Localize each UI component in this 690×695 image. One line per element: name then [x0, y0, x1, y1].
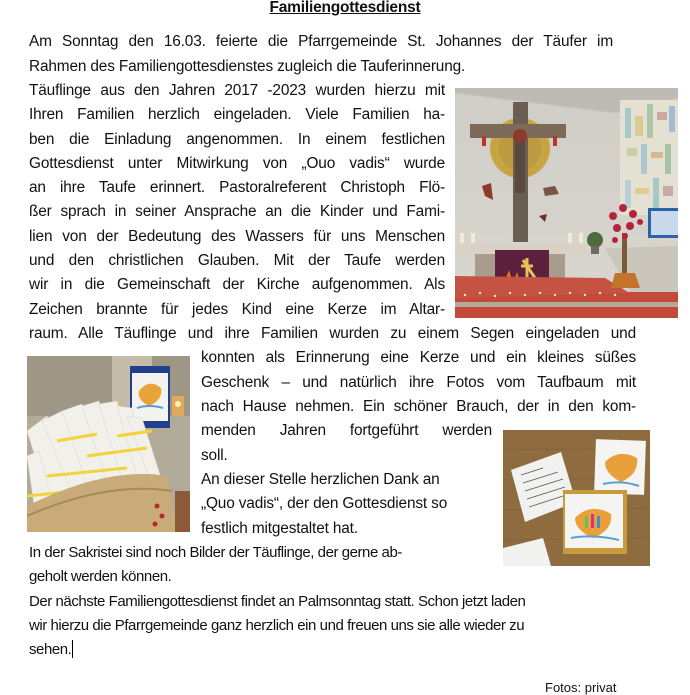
text-line: geholt werden können.	[29, 568, 172, 585]
text-line: ben die Einladung angenommen. In einem festlichen	[29, 131, 445, 148]
text-line: ßer sprach in seiner Ansprache an die Kinder und Fami-	[29, 203, 445, 220]
text-line: lien von der Bedeutung des Wassers für uns Menschen	[29, 228, 445, 245]
text-line: Geschenk – und natürlich ihre Fotos vom Taufbaum mit	[201, 374, 636, 391]
church-altar-photo	[455, 88, 678, 318]
text-line: Der nächste Familiengottesdienst findet an Palmsonntag statt. Schon jetzt laden	[29, 593, 526, 610]
text-line: Täuflinge aus den Jahren 2017 -2023 wurden hierzu mit	[29, 82, 445, 99]
baptism-candles-photo	[27, 356, 190, 532]
text-line: nach Hause nehmen. Ein schöner Brauch, der in den kom-	[201, 398, 636, 415]
text-line: Am Sonntag den 16.03. feierte die Pfarrgemeinde St. Johannes der Täufer im	[29, 33, 613, 50]
text-cursor	[72, 640, 73, 658]
text-line: menden Jahren fortgeführt werden	[201, 422, 492, 439]
text-line: wir hierzu die Pfarrgemeinde ganz herzlich ein und freuen uns sie alle wieder zu	[29, 617, 525, 634]
text-line: soll.	[201, 447, 228, 464]
text-line: wir in die Gemeinschaft der Kirche aufgenommen. Als	[29, 276, 445, 293]
text-line: und den christlichen Glauben. Mit der Taufe werden	[29, 252, 445, 269]
text-line: In der Sakristei sind noch Bilder der Täuflinge, der gerne ab-	[29, 544, 402, 561]
chocolate-gifts-photo	[503, 430, 650, 566]
text-line: An dieser Stelle herzlichen Dank an	[201, 471, 440, 488]
text-line: konnten als Erinnerung eine Kerze und ein kleines süßes	[201, 349, 636, 366]
photo-credit: Fotos: privat	[545, 680, 617, 695]
text-line: festlich mitgestaltet hat.	[201, 520, 358, 537]
text-line: Rahmen des Familiengottesdienstes zugleich die Tauferinnerung.	[29, 58, 466, 75]
text-line: an ihre Taufe erinnert. Pastoralreferent Christoph Flö-	[29, 179, 445, 196]
text-line: Gottesdienst unter Mitwirkung von „Ouo vadis“ wurde	[29, 155, 445, 172]
text-line: „Quo vadis“, der den Gottesdienst so	[201, 495, 448, 512]
text-last: sehen.	[29, 641, 72, 658]
text-line: Zeichen brannte für jedes Kind eine Kerze im Altar-	[29, 301, 445, 318]
text-line: raum. Alle Täuflinge und ihre Familien wurden zu einem Segen eingeladen und	[29, 325, 636, 342]
text-line	[29, 638, 73, 662]
text-line: Ihren Familien herzlich eingeladen. Viele Familien ha-	[29, 106, 445, 123]
document-title: Familiengottesdienst	[269, 0, 421, 16]
